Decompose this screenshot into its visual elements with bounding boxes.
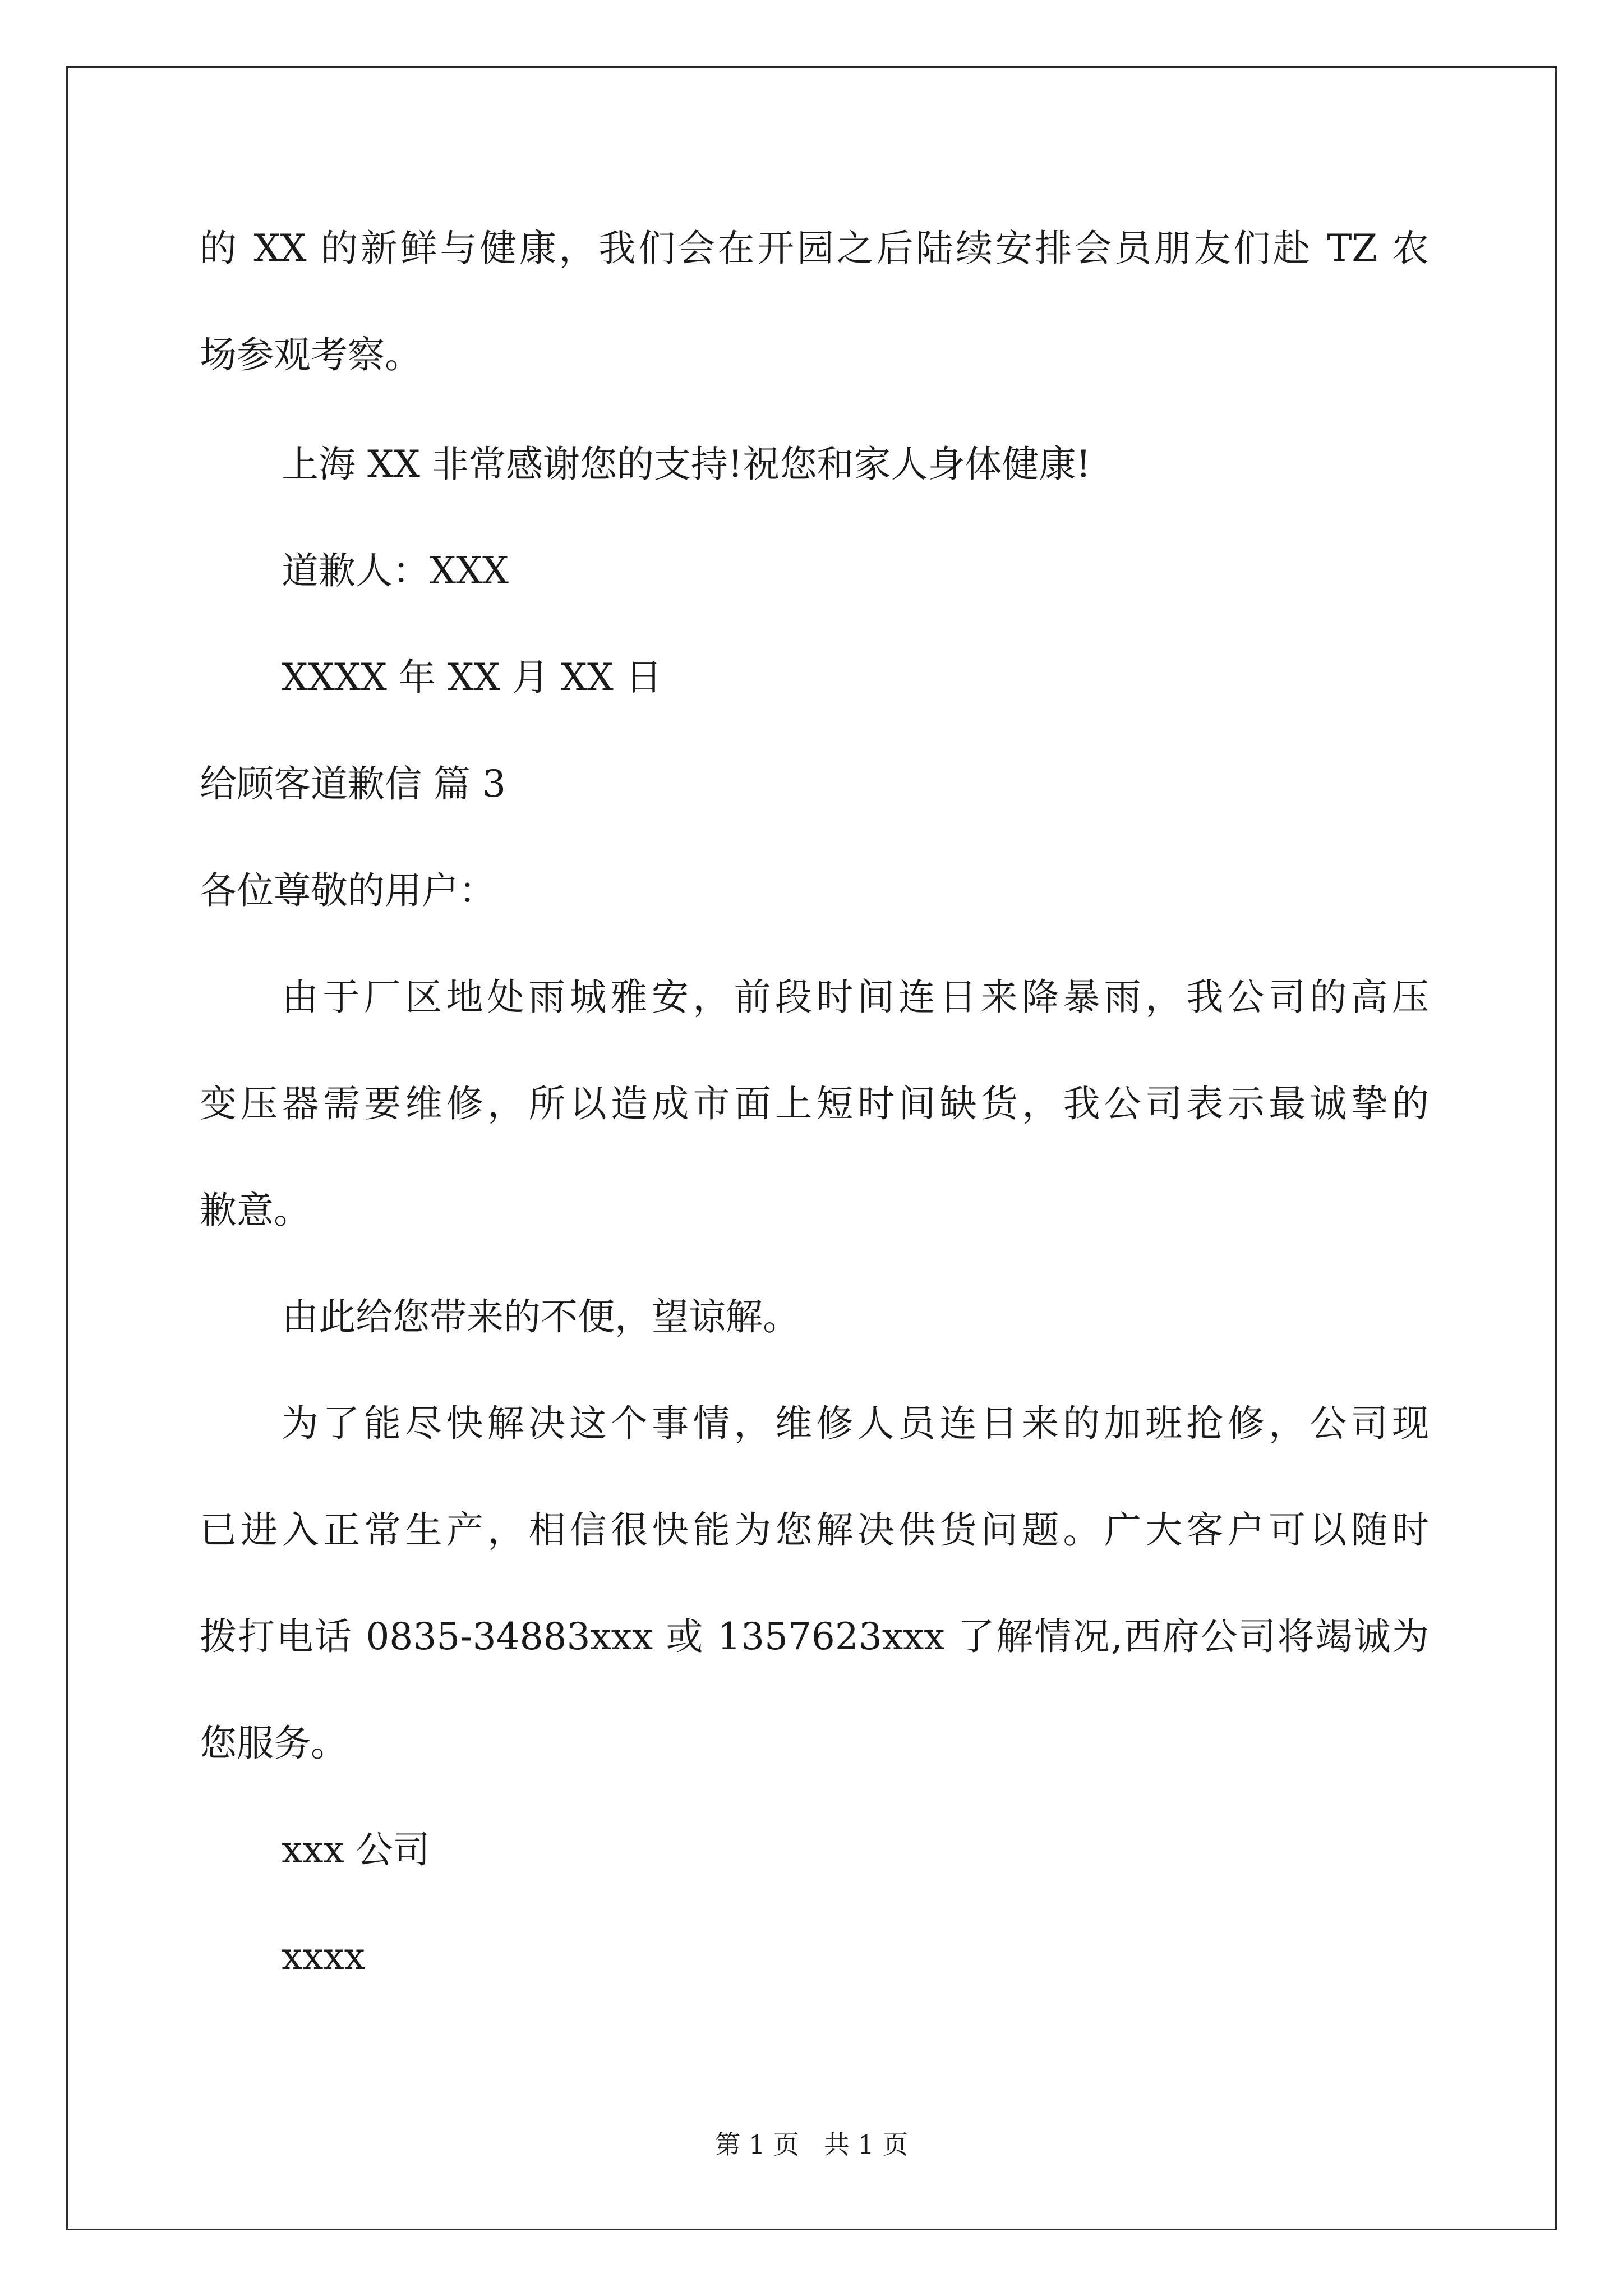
page-footer: 第 1 页 共 1 页 — [714, 2129, 909, 2160]
paragraph-3-line-4: 您服务。 — [200, 1722, 348, 1765]
body-line-1: 的 XX 的新鲜与健康，我们会在开园之后陆续安排会员朋友们赴 TZ 农 — [200, 227, 1429, 270]
page-border — [66, 66, 1557, 2230]
paragraph-1-line-3: 歉意。 — [200, 1189, 311, 1232]
salutation: 各位尊敬的用户： — [200, 869, 496, 912]
paragraph-3-line-1: 为了能尽快解决这个事情，维修人员连日来的加班抢修，公司现 — [282, 1402, 1429, 1445]
closing-company: xxx 公司 — [282, 1828, 430, 1871]
section-title: 给顾客道歉信 篇 3 — [200, 762, 506, 806]
body-line-2: 场参观考察。 — [200, 333, 422, 376]
paragraph-3-line-3: 拨打电话 0835-34883xxx 或 1357623xxx 了解情况,西府公司将竭诚为 — [200, 1615, 1429, 1658]
paragraph-1-line-2: 变压器需要维修，所以造成市面上短时间缺货，我公司表示最诚挚的 — [200, 1082, 1429, 1125]
paragraph-2: 由此给您带来的不便，望谅解。 — [282, 1295, 800, 1338]
closing-date: xxxx — [282, 1935, 365, 1978]
signature-apologizer: 道歉人：XXX — [282, 549, 509, 592]
paragraph-1-line-1: 由于厂区地处雨城雅安，前段时间连日来降暴雨，我公司的高压 — [282, 976, 1429, 1019]
thanks-line: 上海 XX 非常感谢您的支持!祝您和家人身体健康! — [282, 443, 1091, 486]
signature-date: XXXX 年 XX 月 XX 日 — [282, 656, 662, 699]
paragraph-3-line-2: 已进入正常生产，相信很快能为您解决供货问题。广大客户可以随时 — [200, 1508, 1429, 1552]
